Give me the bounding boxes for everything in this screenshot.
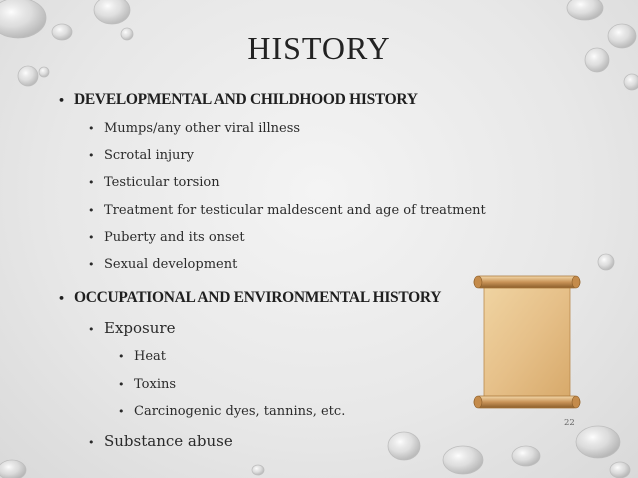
water-drop (443, 446, 483, 474)
bullet-icon: • (88, 322, 95, 336)
list-subitem (118, 349, 166, 364)
bullet-icon: • (118, 405, 125, 418)
water-drop (39, 67, 49, 77)
list-item-label: Sexual development (104, 257, 238, 272)
water-drop (567, 0, 603, 20)
list-subitem (118, 377, 176, 392)
water-drop (18, 66, 38, 86)
list-subitem (118, 404, 345, 419)
list-item-label: Mumps/any other viral illness (104, 121, 301, 136)
list-item-label: Treatment for testicular maldescent and age of treatment (104, 203, 486, 218)
bullet-icon: • (88, 176, 95, 189)
section-heading-developmental (58, 91, 418, 109)
list-item (88, 257, 237, 272)
list-item-label: Scrotal injury (104, 148, 194, 163)
list-subitem-label: Toxins (134, 377, 177, 392)
bullet-icon: • (88, 258, 95, 271)
list-subitem-label: Heat (134, 349, 167, 364)
list-item (88, 121, 300, 136)
water-drop (610, 462, 630, 478)
water-drop (512, 446, 540, 466)
bullet-icon: • (88, 204, 95, 217)
list-item-label: Substance abuse (104, 432, 233, 450)
water-drop (576, 426, 620, 458)
list-item (88, 203, 486, 218)
water-drop (94, 0, 130, 24)
bullet-icon: • (88, 122, 95, 135)
bullet-icon: • (88, 231, 95, 244)
bullet-icon: • (118, 350, 125, 363)
slide-title: HISTORY (247, 30, 391, 66)
water-drop (598, 254, 614, 270)
bullet-icon: • (58, 291, 65, 305)
section-heading-label: OCCUPATIONAL AND ENVIRONMENTAL HISTORY (74, 289, 442, 306)
water-drop (624, 74, 638, 90)
list-item (88, 148, 194, 163)
bullet-icon: • (58, 93, 65, 107)
list-item (88, 175, 220, 190)
bullet-icon: • (88, 435, 95, 449)
list-subitem-label: Carcinogenic dyes, tannins, etc. (134, 404, 346, 419)
bullet-icon: • (118, 378, 125, 391)
list-item (88, 319, 175, 337)
list-item (88, 432, 233, 450)
parchment-scroll-icon (472, 274, 582, 410)
water-drop (252, 465, 264, 475)
water-drop (0, 460, 26, 478)
bullet-icon: • (88, 149, 95, 162)
page-number: 22 (564, 418, 575, 428)
section-heading-occupational (58, 289, 441, 307)
list-item-label: Testicular torsion (104, 175, 220, 190)
list-item (88, 230, 245, 245)
section-heading-label: DEVELOPMENTAL AND CHILDHOOD HISTORY (74, 91, 418, 108)
water-drop (388, 432, 420, 460)
list-item-label: Puberty and its onset (104, 230, 245, 245)
list-item-label: Exposure (104, 319, 176, 337)
